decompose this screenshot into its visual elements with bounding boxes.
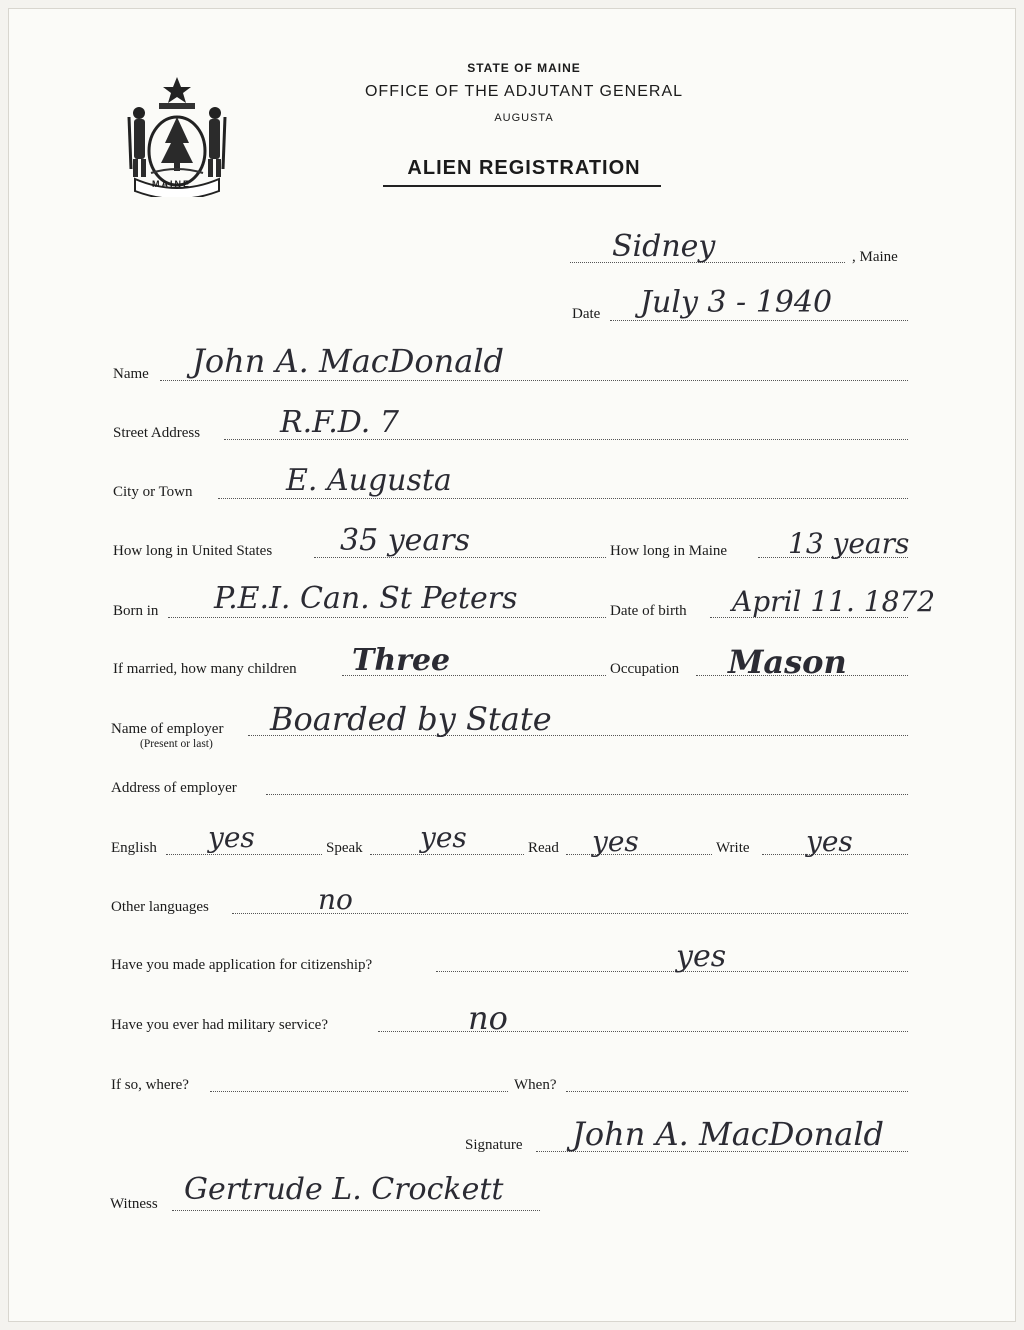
- city-label: City or Town: [113, 484, 193, 500]
- date-entry: July 3 - 1940: [640, 285, 833, 320]
- header-office: OFFICE OF THE ADJUTANT GENERAL: [364, 83, 684, 100]
- form-title: ALIEN REGISTRATION: [407, 157, 641, 179]
- occupation-entry: Mason: [728, 643, 847, 681]
- signature-label: Signature: [465, 1137, 523, 1153]
- other-languages-entry: no: [318, 883, 353, 916]
- where-label: If so, where?: [111, 1077, 189, 1093]
- speak-label: Speak: [326, 840, 363, 856]
- street-entry: R.F.D. 7: [280, 405, 399, 440]
- read-label: Read: [528, 840, 559, 856]
- employer-note: (Present or last): [140, 738, 213, 750]
- speak-line: [370, 854, 524, 855]
- town-entry: Sidney: [612, 229, 716, 264]
- seal-lettering: MAINE: [152, 179, 191, 189]
- children-label: If married, how many children: [113, 661, 297, 677]
- us-years-label: How long in United States: [113, 543, 273, 559]
- citizenship-line: [436, 971, 908, 972]
- maine-years-label: How long in Maine: [610, 543, 728, 559]
- name-label: Name: [113, 366, 149, 382]
- header-state: STATE OF MAINE: [467, 61, 581, 75]
- employer-label: Name of employer: [111, 721, 224, 737]
- when-line: [566, 1091, 908, 1092]
- born-in-entry: P.E.I. Can. St Peters: [214, 581, 518, 616]
- read-entry: yes: [592, 825, 639, 858]
- military-line: [378, 1031, 908, 1032]
- street-label: Street Address: [113, 425, 201, 441]
- date-line: [610, 320, 908, 321]
- witness-label: Witness: [110, 1196, 158, 1212]
- city-entry: E. Augusta: [286, 463, 452, 498]
- write-entry: yes: [806, 825, 853, 858]
- where-line: [210, 1091, 508, 1092]
- us-years-entry: 35 years: [340, 523, 471, 558]
- witness-entry: Gertrude L. Crockett: [184, 1172, 504, 1207]
- children-entry: Three: [352, 643, 451, 678]
- when-label: When?: [514, 1077, 557, 1093]
- employer-address-line: [266, 794, 908, 795]
- born-in-label: Born in: [113, 603, 159, 619]
- born-in-line: [168, 617, 606, 618]
- english-entry: yes: [208, 821, 255, 854]
- other-languages-label: Other languages: [111, 899, 209, 915]
- citizenship-label: Have you made application for citizenship?: [111, 957, 373, 973]
- dob-label: Date of birth: [610, 603, 687, 619]
- occupation-label: Occupation: [610, 661, 680, 677]
- citizenship-entry: yes: [676, 939, 727, 974]
- employer-entry: Boarded by State: [270, 700, 552, 738]
- speak-entry: yes: [420, 821, 467, 854]
- military-entry: no: [468, 999, 508, 1037]
- dob-entry: April 11. 1872: [732, 585, 936, 618]
- maine-label: , Maine: [852, 249, 898, 265]
- date-label: Date: [572, 306, 601, 322]
- signature-entry: John A. MacDonald: [572, 1115, 885, 1153]
- witness-line: [172, 1210, 540, 1211]
- name-line: [160, 380, 908, 381]
- header-city: AUGUSTA: [494, 112, 554, 124]
- read-line: [566, 854, 712, 855]
- employer-address-label: Address of employer: [111, 780, 237, 796]
- english-label: English: [111, 840, 157, 856]
- military-label: Have you ever had military service?: [111, 1017, 328, 1033]
- city-line: [218, 498, 908, 499]
- english-line: [166, 854, 322, 855]
- title-underline: [383, 185, 661, 187]
- name-entry: John A. MacDonald: [192, 342, 505, 380]
- write-label: Write: [716, 840, 750, 856]
- maine-years-entry: 13 years: [788, 527, 910, 560]
